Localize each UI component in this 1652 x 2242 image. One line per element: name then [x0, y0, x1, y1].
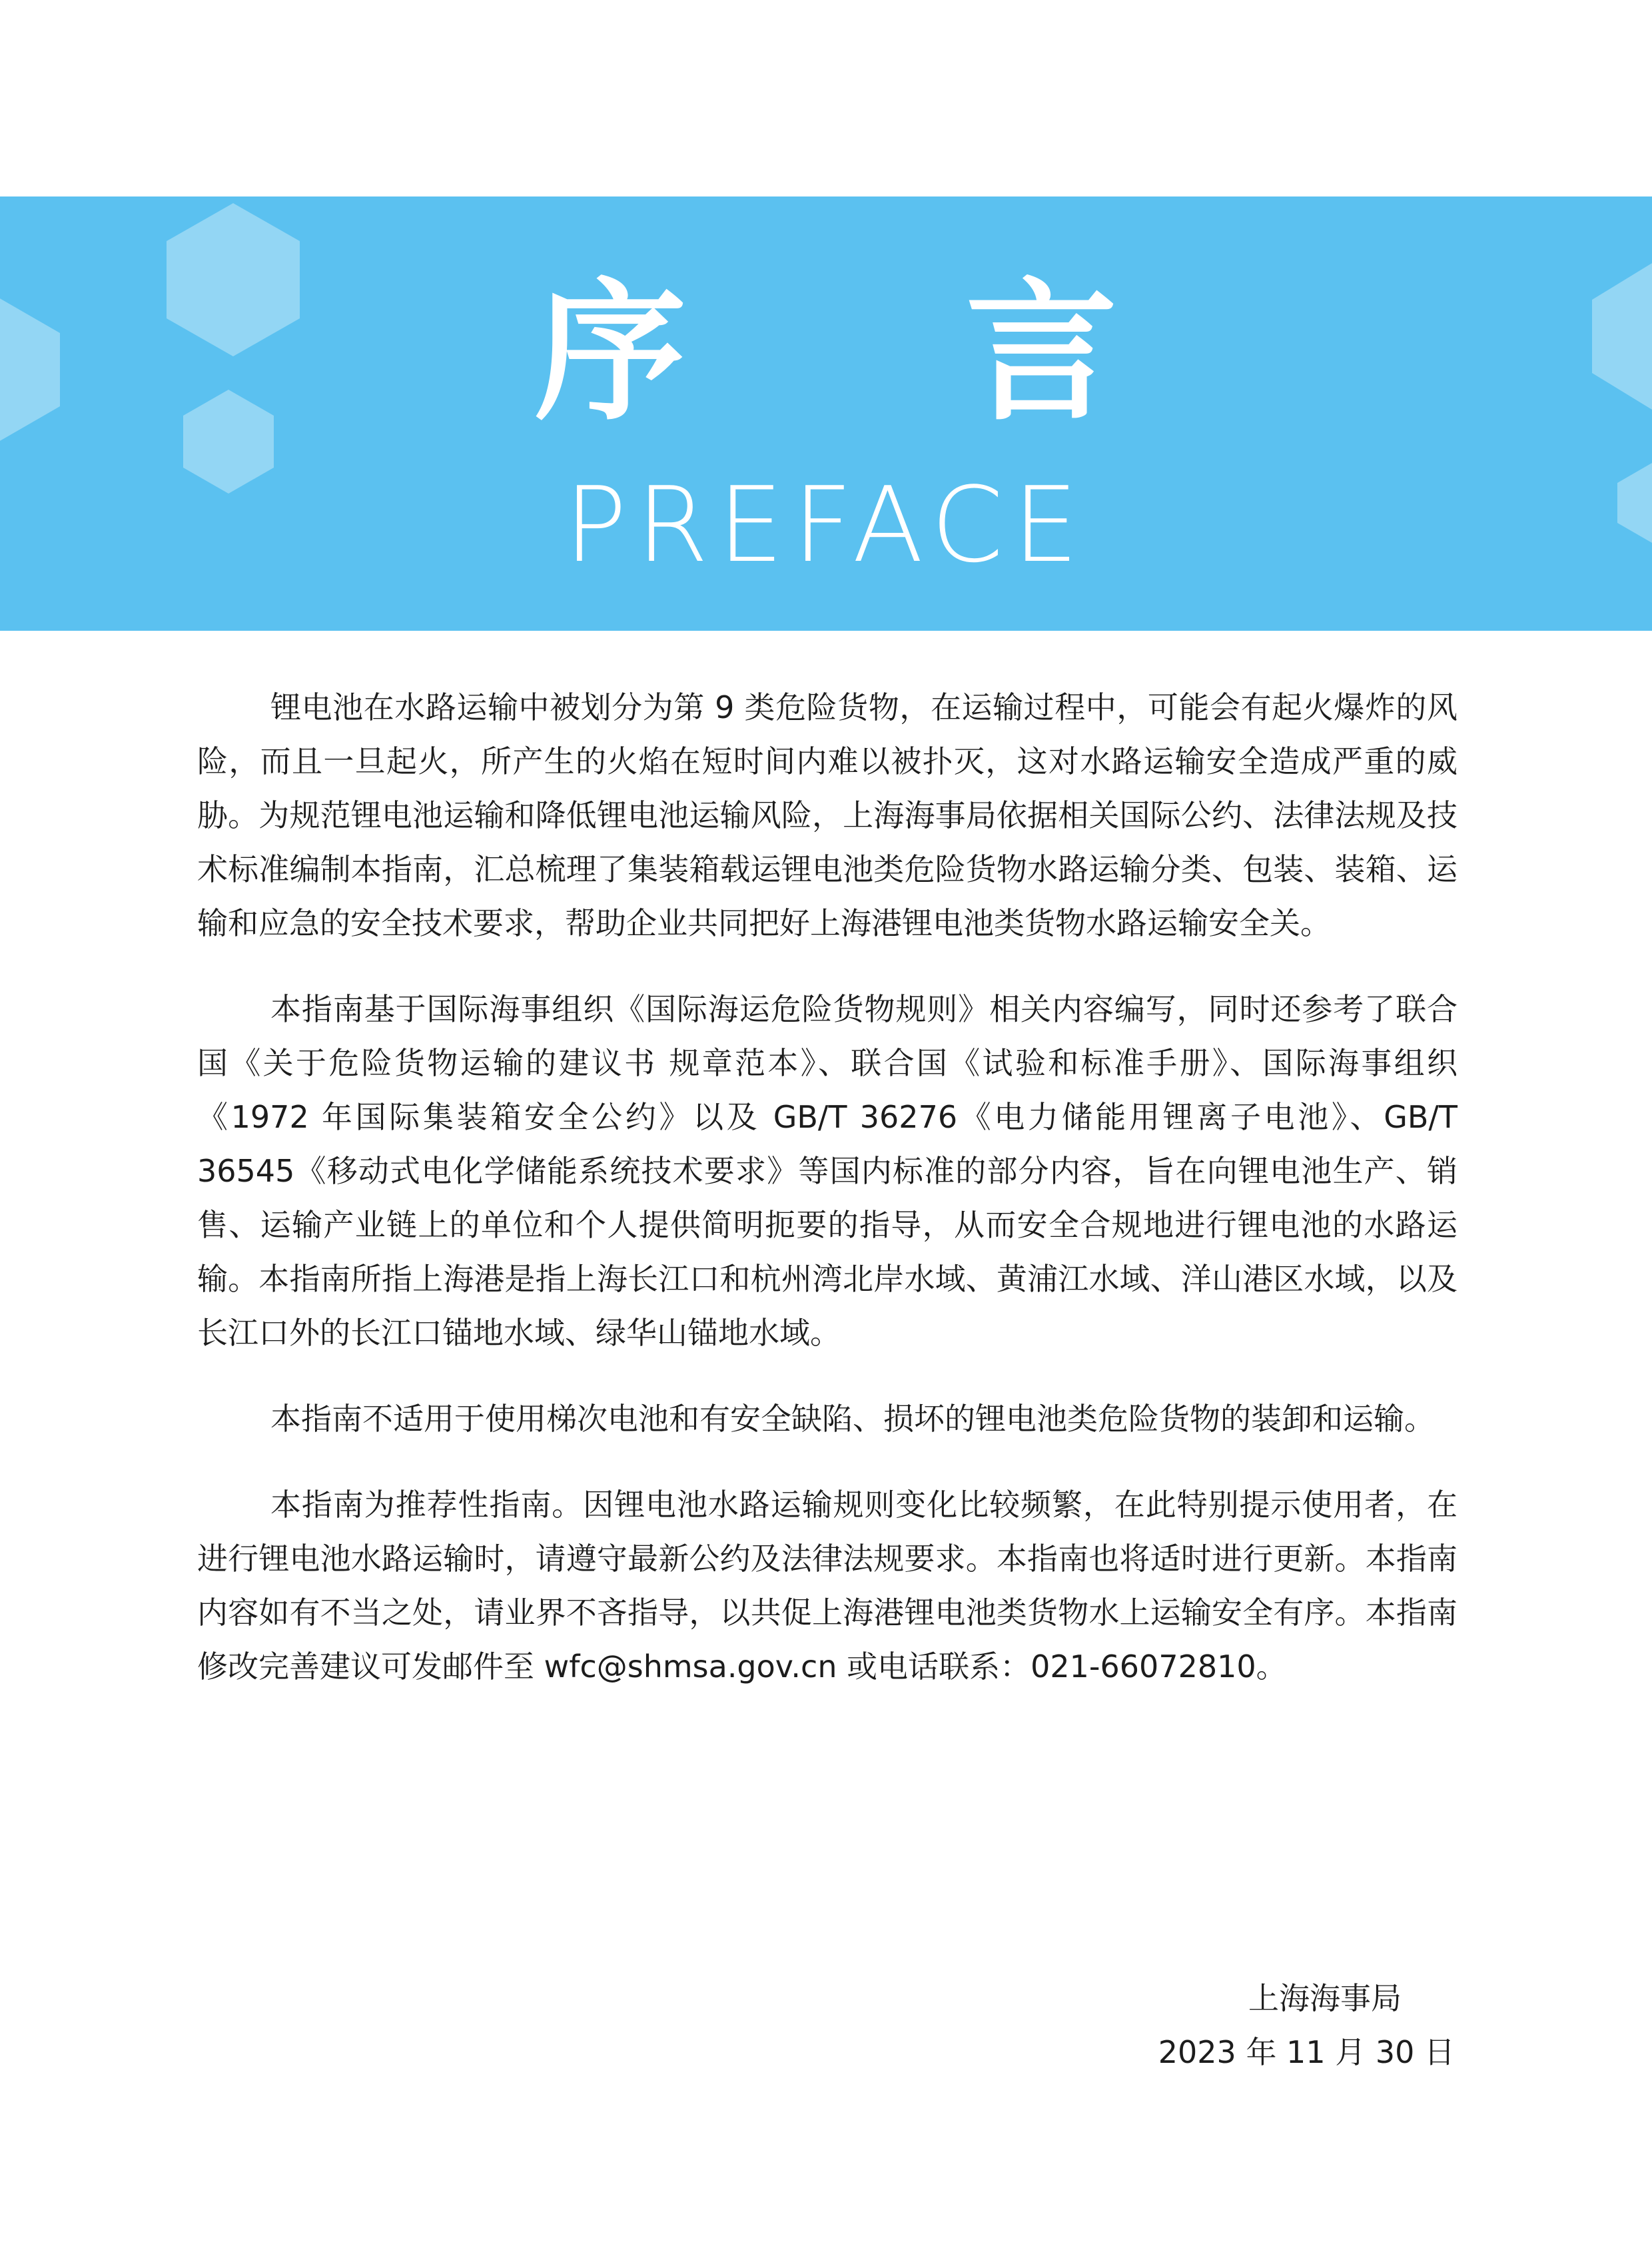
- signature-organization: 上海海事局: [1248, 1980, 1402, 2016]
- preface-body: [197, 681, 1457, 1726]
- page-title-chinese: 序 言: [534, 264, 1231, 441]
- paragraph-4: 本指南为推荐性指南。因锂电池水路运输规则变化比较频繁，在此特别提示使用者，在进行锂电池水路运输时，请遵守最新公约及法律法规要求。本指南也将适时进行更新。本指南内容如有不当之处，请业界不吝指导，以共促上海港锂电池类货物水上运输安全有序。本指南修改完善建议可发邮件至 wfc@shmsa.gov.cn 或电话联系：021-66072810。: [197, 1487, 1457, 1684]
- paragraph-3: 本指南不适用于使用梯次电池和有安全缺陷、损坏的锂电池类危险货物的装卸和运输。: [270, 1401, 1435, 1437]
- signature-date: 2023 年 11 月 30 日: [1158, 2034, 1455, 2070]
- signature-block: [1158, 1972, 1455, 2079]
- page-title-english: PREFACE: [564, 464, 1088, 585]
- paragraph-2: 本指南基于国际海事组织《国际海运危险货物规则》相关内容编写，同时还参考了联合国《关于危险货物运输的建议书 规章范本》、联合国《试验和标准手册》、国际海事组织《1972 年国际集装箱安全公约》以及 GB/T 36276《电力储能用锂离子电池》、GB/T 36545《移动式电化学储能系统技术要求》等国内标准的部分内容，旨在向锂电池生产、销售、运输产业链上的单位和个人提供简明扼要的指导，从而安全合规地进行锂电池的水路运输。本指南所指上海港是指上海长江口和杭州湾北岸水域、黄浦江水域、洋山港区水域，以及长江口外的长江口锚地水域、绿华山锚地水域。: [197, 991, 1457, 1351]
- header-banner: [0, 196, 1652, 631]
- paragraph-1: 锂电池在水路运输中被划分为第 9 类危险货物，在运输过程中，可能会有起火爆炸的风险，而且一旦起火，所产生的火焰在短时间内难以被扑灭，这对水路运输安全造成严重的威胁。为规范锂电池运输和降低锂电池运输风险，上海海事局依据相关国际公约、法律法规及技术标准编制本指南，汇总梳理了集装箱载运锂电池类危险货物水路运输分类、包装、装箱、运输和应急的安全技术要求，帮助企业共同把好上海港锂电池类货物水路运输安全关。: [197, 689, 1457, 941]
